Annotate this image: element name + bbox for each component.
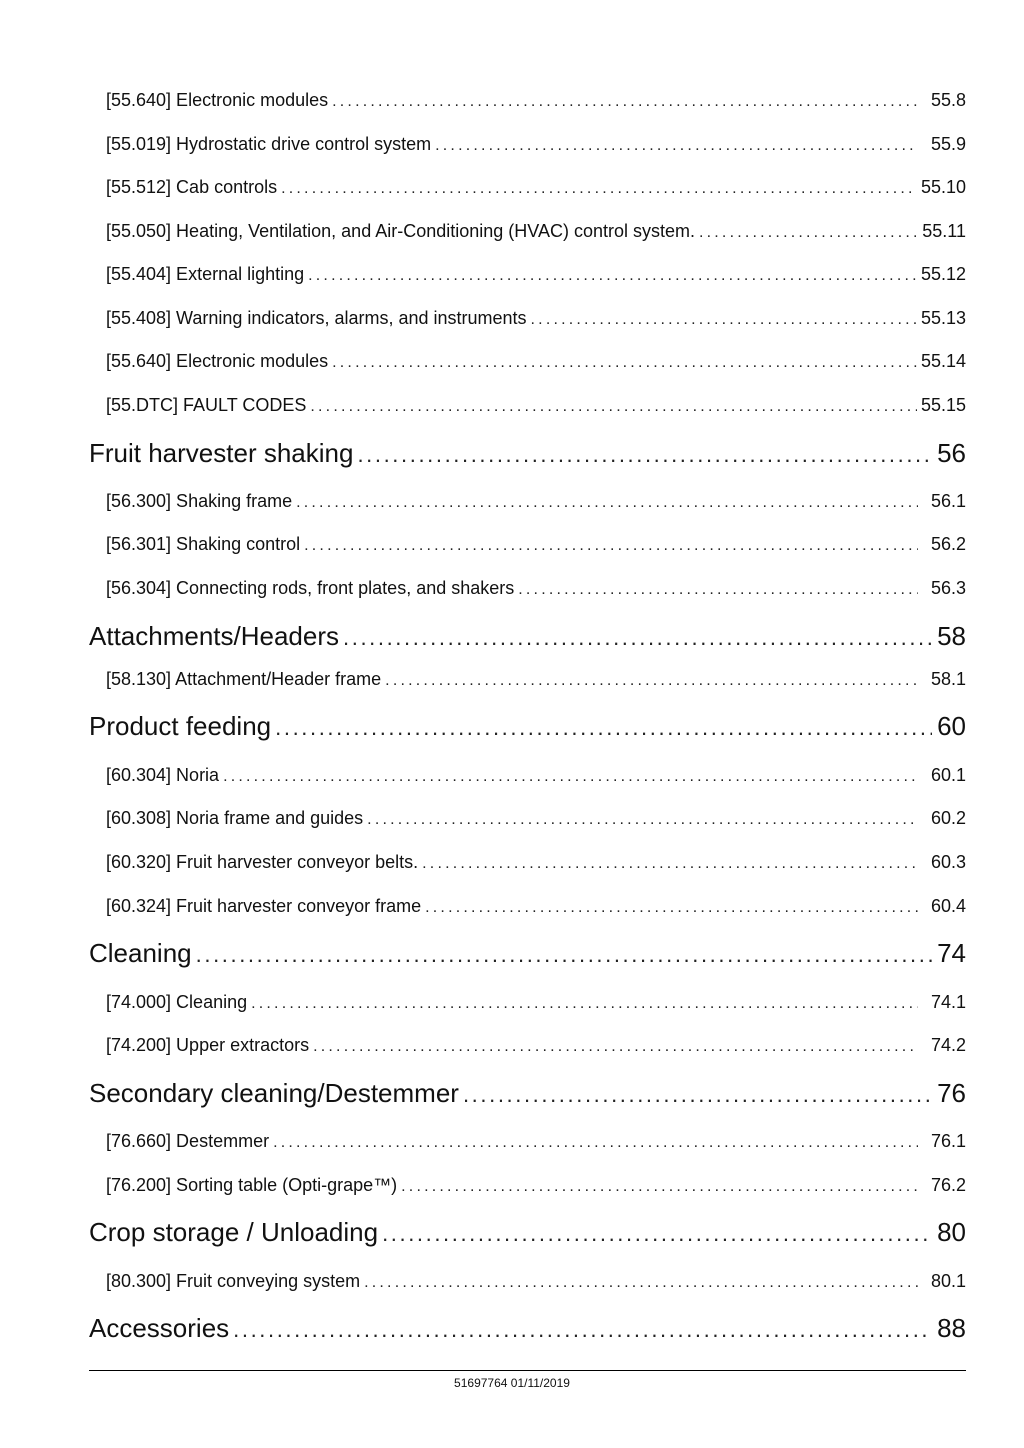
leader-dots bbox=[531, 311, 917, 329]
toc-entry-page: 55.12 bbox=[920, 264, 966, 284]
leader-dots bbox=[518, 581, 918, 599]
leader-dots bbox=[343, 625, 932, 651]
leader-dots bbox=[313, 1038, 918, 1056]
toc-section-title: Attachments/Headers bbox=[89, 621, 340, 651]
toc-section[interactable] bbox=[89, 438, 966, 469]
toc-entry-title: [76.200] Sorting table (Opti-grape™) bbox=[106, 1175, 398, 1195]
toc-entry-title: [74.200] Upper extractors bbox=[106, 1035, 310, 1055]
toc-entry-title: [58.130] Attachment/Header frame bbox=[106, 669, 382, 689]
toc-entry-page: 60.2 bbox=[930, 808, 966, 828]
toc-entry-title: [80.300] Fruit conveying system bbox=[106, 1271, 361, 1291]
toc-entry[interactable] bbox=[106, 491, 966, 512]
toc-section-title: Cleaning bbox=[89, 938, 192, 968]
toc-entry-page: 55.13 bbox=[920, 308, 966, 328]
leader-dots bbox=[281, 180, 917, 198]
leader-dots bbox=[401, 1178, 918, 1196]
leader-dots bbox=[223, 768, 918, 786]
toc-entry-title: [56.304] Connecting rods, front plates, and shakers bbox=[106, 578, 515, 598]
toc-section-page: 58 bbox=[937, 621, 966, 651]
toc-entry-title: [74.000] Cleaning bbox=[106, 992, 248, 1012]
toc-entry-title: [60.304] Noria bbox=[106, 765, 220, 785]
toc-entry[interactable] bbox=[106, 395, 966, 416]
toc-entry-title: [60.320] Fruit harvester conveyor belts. bbox=[106, 852, 419, 872]
leader-dots bbox=[367, 811, 918, 829]
toc-section[interactable] bbox=[89, 1078, 966, 1109]
toc-entry-page: 58.1 bbox=[930, 669, 966, 689]
toc-entry-page: 55.11 bbox=[922, 221, 966, 241]
leader-dots bbox=[357, 442, 932, 468]
toc-entry[interactable] bbox=[106, 852, 966, 873]
toc-entry-title: [55.640] Electronic modules bbox=[106, 351, 329, 371]
leader-dots bbox=[435, 137, 918, 155]
toc-entry-title: [55.408] Warning indicators, alarms, and instruments bbox=[106, 308, 527, 328]
leader-dots bbox=[296, 494, 918, 512]
toc-entry[interactable] bbox=[106, 896, 966, 917]
toc-entry-title: [60.308] Noria frame and guides bbox=[106, 808, 364, 828]
leader-dots bbox=[310, 398, 917, 416]
leader-dots bbox=[422, 855, 918, 873]
toc-entry-page: 80.1 bbox=[930, 1271, 966, 1291]
toc-entry[interactable] bbox=[106, 534, 966, 555]
toc-entry[interactable] bbox=[106, 351, 966, 372]
leader-dots bbox=[251, 995, 918, 1013]
toc-entry-page: 55.9 bbox=[930, 134, 966, 154]
toc-section[interactable] bbox=[89, 711, 966, 742]
toc-section-title: Accessories bbox=[89, 1313, 230, 1343]
toc-section-page: 56 bbox=[937, 438, 966, 468]
toc-entry[interactable] bbox=[106, 1131, 966, 1152]
toc-entry[interactable] bbox=[106, 578, 966, 599]
toc-entry-page: 55.14 bbox=[920, 351, 966, 371]
leader-dots bbox=[382, 1221, 932, 1247]
toc-entry[interactable] bbox=[106, 1271, 966, 1292]
toc-entry[interactable] bbox=[106, 1035, 966, 1056]
toc-entry[interactable] bbox=[106, 308, 966, 329]
toc-entry-title: [55.DTC] FAULT CODES bbox=[106, 395, 307, 415]
toc-section[interactable] bbox=[89, 621, 966, 652]
toc-entry[interactable] bbox=[106, 1175, 966, 1196]
toc-section-page: 60 bbox=[937, 711, 966, 741]
leader-dots bbox=[364, 1274, 918, 1292]
toc-entry-page: 60.1 bbox=[930, 765, 966, 785]
toc-section-page: 76 bbox=[937, 1078, 966, 1108]
toc-entry-title: [76.660] Destemmer bbox=[106, 1131, 270, 1151]
toc-entry-page: 55.10 bbox=[920, 177, 966, 197]
toc-entry-title: [56.300] Shaking frame bbox=[106, 491, 293, 511]
toc-entry-title: [55.512] Cab controls bbox=[106, 177, 278, 197]
leader-dots bbox=[425, 899, 918, 917]
toc-entry[interactable] bbox=[106, 134, 966, 155]
toc-entry[interactable] bbox=[106, 765, 966, 786]
toc-entry-page: 60.3 bbox=[930, 852, 966, 872]
leader-dots bbox=[332, 93, 918, 111]
leader-dots bbox=[233, 1317, 932, 1343]
leader-dots bbox=[308, 267, 917, 285]
leader-dots bbox=[273, 1134, 918, 1152]
toc-entry[interactable] bbox=[106, 808, 966, 829]
toc-section-title: Secondary cleaning/Destemmer bbox=[89, 1078, 459, 1108]
toc-section[interactable] bbox=[89, 938, 966, 969]
toc-entry-page: 60.4 bbox=[930, 896, 966, 916]
toc-section-page: 80 bbox=[937, 1217, 966, 1247]
toc-entry[interactable] bbox=[106, 669, 966, 690]
toc-section-page: 74 bbox=[937, 938, 966, 968]
toc-entry-title: [56.301] Shaking control bbox=[106, 534, 301, 554]
leader-dots bbox=[196, 942, 932, 968]
toc-entry[interactable] bbox=[106, 264, 966, 285]
footer-divider bbox=[89, 1370, 966, 1371]
toc-entry[interactable] bbox=[106, 992, 966, 1013]
toc-entry-page: 76.1 bbox=[930, 1131, 966, 1151]
footer-document-id: 51697764 01/11/2019 bbox=[454, 1376, 570, 1390]
toc-entry-page: 55.15 bbox=[920, 395, 966, 415]
toc-entry[interactable] bbox=[106, 90, 966, 111]
toc-section-title: Crop storage / Unloading bbox=[89, 1217, 379, 1247]
toc-entry-page: 74.1 bbox=[930, 992, 966, 1012]
toc-entry-title: [60.324] Fruit harvester conveyor frame bbox=[106, 896, 422, 916]
toc-entry-page: 76.2 bbox=[930, 1175, 966, 1195]
leader-dots bbox=[385, 672, 918, 690]
toc-entry-title: [55.050] Heating, Ventilation, and Air-Conditioning (HVAC) control system. bbox=[106, 221, 695, 241]
toc-entry-page: 56.2 bbox=[930, 534, 966, 554]
leader-dots bbox=[332, 354, 917, 372]
leader-dots bbox=[463, 1082, 932, 1108]
toc-entry-page: 56.1 bbox=[930, 491, 966, 511]
toc-section[interactable] bbox=[89, 1313, 966, 1344]
toc-entry-page: 55.8 bbox=[930, 90, 966, 110]
leader-dots bbox=[304, 537, 918, 555]
toc-entry[interactable] bbox=[106, 221, 966, 242]
toc-entry-page: 56.3 bbox=[930, 578, 966, 598]
toc-entry-title: [55.404] External lighting bbox=[106, 264, 305, 284]
toc-entry-page: 74.2 bbox=[930, 1035, 966, 1055]
toc-section-title: Fruit harvester shaking bbox=[89, 438, 354, 468]
toc-entry-title: [55.019] Hydrostatic drive control system bbox=[106, 134, 432, 154]
toc-entry-title: [55.640] Electronic modules bbox=[106, 90, 329, 110]
leader-dots bbox=[699, 224, 918, 242]
toc-section-page: 88 bbox=[937, 1313, 966, 1343]
toc-section[interactable] bbox=[89, 1217, 966, 1248]
toc-entry[interactable] bbox=[106, 177, 966, 198]
leader-dots bbox=[275, 715, 932, 741]
toc-section-title: Product feeding bbox=[89, 711, 272, 741]
